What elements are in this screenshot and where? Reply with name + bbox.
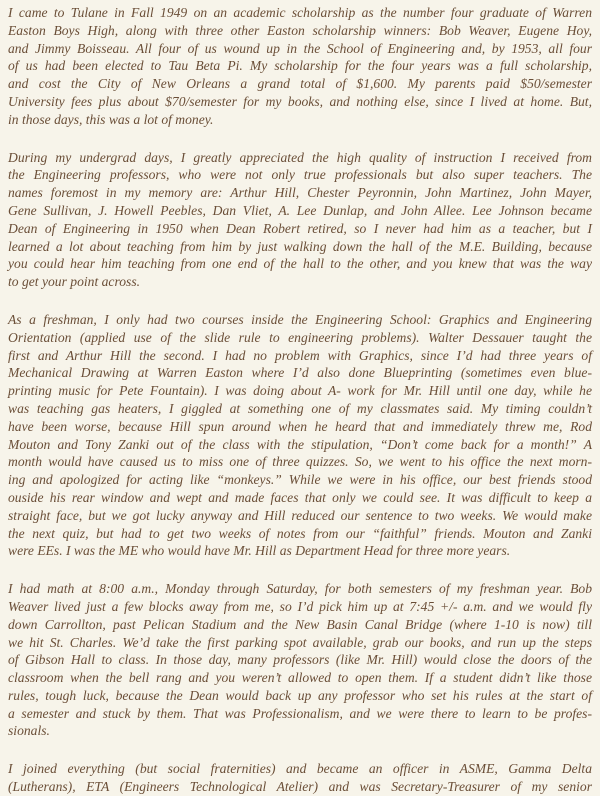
text-line: Easton Boys High, along with three other Easton scholarship winners: Bob Weaver, Eugene Hoy, xyxy=(8,22,592,38)
text-line: printing music for Pete Fountain). I was doing about A- work for Mr. Hill until one day, while he xyxy=(8,383,592,399)
text-line: I had math at 8:00 a.m., Monday through Saturday, for both semesters of my freshman year. Bob xyxy=(8,581,592,597)
text-line: I came to Tulane in Fall 1949 on an academic scholarship as the number four graduate of Warren xyxy=(8,5,592,20)
text-line: names foremost in my memory are: Arthur Hill, Chester Peyronnin, John Martinez, John Mayer, xyxy=(8,185,592,201)
text-line: of us had been elected to Tau Beta Pi. My scholarship for the four years was a full scholarship, xyxy=(8,58,592,74)
text-line: sionals. xyxy=(8,723,50,739)
text-line: Orientation (applied use of the slide rule to engineering problems). Walter Dessauer taught the xyxy=(8,329,592,345)
text-line: ouside his rear window and wept and made faces that only we could see. It was difficult to keep a xyxy=(8,489,592,505)
paragraph-1 xyxy=(8,4,592,129)
text-line: (Lutherans), ETA (Engineers Technological Atelier) and was Secretary-Treasurer of my senior xyxy=(8,779,592,795)
text-line: Mouton and Tony Zanki out of the class with the stipulation, “Don’t come back for a month!” A xyxy=(8,436,592,452)
text-line: the next quiz, but had to get two weeks of notes from our “faithful” friends. Mouton and Zanki xyxy=(8,525,592,541)
text-line: and cost the City of New Orleans a grand total of $1,600. My parents paid $50/semester xyxy=(8,76,592,92)
text-line: and Jimmy Boisseau. All four of us wound up in the School of Engineering and, by 1953, all four xyxy=(8,40,592,56)
text-line: University fees plus about $70/semester for my books, and nothing else, since I lived at home. But, xyxy=(8,93,592,109)
text-line: As a freshman, I only had two courses inside the Engineering School: Graphics and Engineering xyxy=(8,311,592,327)
text-line: the Engineering professors, who were not only true professionals but also super teachers. The xyxy=(8,167,592,183)
text-line: ing and apologized for acting like “monkeys.” While we were in his office, our best friends stood xyxy=(8,472,592,488)
text-line: Gene Sullivan, J. Howell Peebles, Dan Vliet, A. Lee Dunlap, and John Allee. Lee Johnson became xyxy=(8,202,592,218)
text-line: rules, tough luck, because the Dean would back up any professor who set his rules at the start of xyxy=(8,687,592,703)
text-line: we hit St. Charles. We’d take the first parking spot available, grab our books, and run up the steps xyxy=(8,634,592,650)
text-line: you could hear him teaching from one end of the hall to the other, and you knew that was the way xyxy=(8,256,592,272)
text-line: a semester and stuck by them. That was Professionalism, and we were there to learn to be profes- xyxy=(8,705,592,721)
text-line: I joined everything (but social fraternities) and became an officer in ASME, Gamma Delta xyxy=(8,761,592,777)
text-line: straight face, but we got lucky anyway and Hill reduced our sentence to two weeks. We would make xyxy=(8,507,592,523)
text-line: were EEs. I was the ME who would have Mr. Hill as Department Head for three more years. xyxy=(8,543,511,559)
text-line: down Carrollton, past Pelican Stadium and the New Basin Canal Bridge (where 1-10 is now) till xyxy=(8,616,592,632)
text-line: have been worse, because Hill spun around when he heard that and immediately threw me, Rod xyxy=(8,418,592,434)
text-line: in those days, this was a lot of money. xyxy=(8,111,214,127)
text-line: learned a lot about teaching from him by just walking down the hall of the M.E. Building, because xyxy=(8,238,592,254)
text-line: Mechanical Drawing at Warren Easton where I’d also done Blueprinting (sometimes even blue- xyxy=(8,365,592,381)
text-line: to get your point across. xyxy=(8,274,141,290)
paragraph-3 xyxy=(8,311,592,560)
text-line: classroom when the bell rang and you weren’t allowed to open them. If a student didn’t like those xyxy=(8,670,592,686)
paragraph-4 xyxy=(8,580,592,740)
text-line: first and Arthur Hill the second. I had no problem with Graphics, since I’d had three years of xyxy=(8,347,592,363)
text-line: Weaver lived just a few blocks away from me, so I’d pick him up at 7:45 +/- a.m. and we would fly xyxy=(8,598,592,614)
paragraph-2 xyxy=(8,149,592,291)
text-line: month would have caused us to miss one of three quizzes. So, we went to his office the next morn- xyxy=(8,454,592,470)
text-line: During my undergrad days, I greatly appreciated the high quality of instruction I received from xyxy=(8,149,592,165)
text-line: Dean of Engineering in 1950 when Dean Robert retired, so I never had him as a teacher, but I xyxy=(8,220,592,236)
paragraph-5 xyxy=(8,760,592,796)
text-line: was teaching gas heaters, I giggled at something one of my classmates said. My timing couldn’t xyxy=(8,400,592,416)
text-line: of Gibson Hall to class. In those day, many professors (like Mr. Hill) would close the doors of the xyxy=(8,652,592,668)
